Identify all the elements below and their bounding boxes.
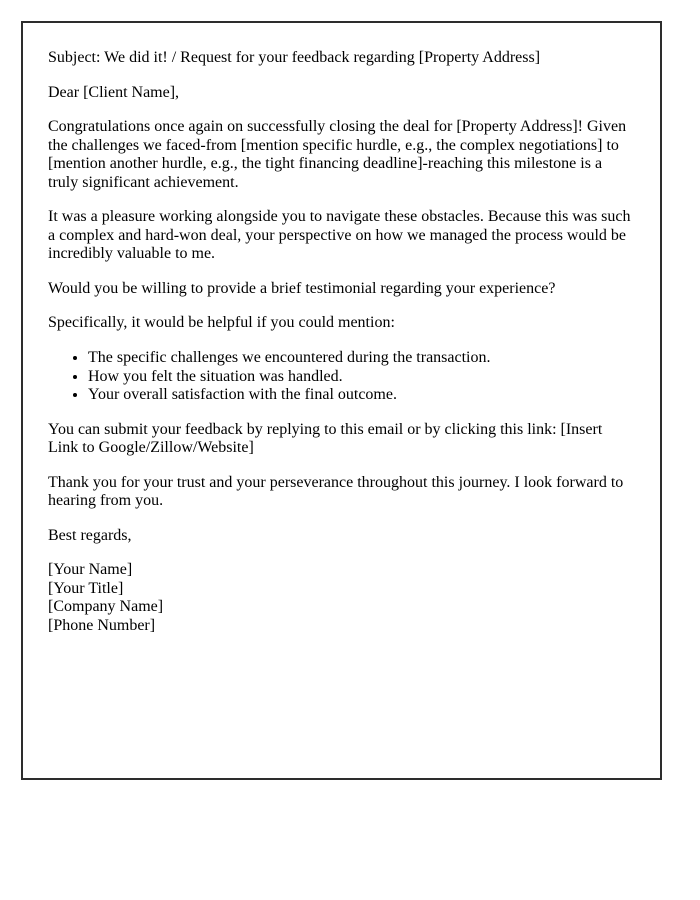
- list-item-handling: • How you felt the situation was handled.: [88, 368, 635, 387]
- list-item-satisfaction: • Your overall satisfaction with the final outcome.: [88, 386, 635, 405]
- greeting: Dear [Client Name],: [48, 83, 180, 101]
- signature-phone: [Phone Number]: [48, 617, 156, 635]
- paragraph-pleasure: It was a pleasure working alongside you to navigate these obstacles. Because this was such a complex and hard-won deal, your perspective on how we managed the process would be incredibly valuable to me.: [48, 208, 631, 263]
- signature-name: [Your Name]: [48, 561, 133, 579]
- paragraph-mention-intro: Specifically, it would be helpful if you could mention:: [48, 314, 395, 332]
- subject-line: Subject: We did it! / Request for your feedback regarding [Property Address]: [48, 49, 541, 66]
- list-item-challenges: • The specific challenges we encountered during the transaction.: [88, 349, 635, 368]
- signature-company: [Company Name]: [48, 598, 164, 616]
- signature-title: [Your Title]: [48, 579, 124, 597]
- mention-list: [48, 349, 635, 405]
- closing: Best regards,: [48, 526, 132, 544]
- paragraph-testimonial-request: Would you be willing to provide a brief testimonial regarding your experience?: [48, 279, 556, 297]
- paragraph-congratulations: Congratulations once again on successfully closing the deal for [Property Address]! Given the challenges we faced-from [mention specific hurdle, e.g., the complex negotiations] to [mention another hurdle, e.g., the tight financing deadline]-reaching this milestone is a truly significant achievement.: [48, 118, 627, 191]
- signature-block: [48, 561, 635, 635]
- letter-container: [21, 21, 662, 780]
- paragraph-thanks: Thank you for your trust and your perseverance throughout this journey. I look forward to hearing from you.: [48, 473, 624, 510]
- paragraph-submit-feedback: You can submit your feedback by replying to this email or by clicking this link: [Insert Link to Google/Zillow/Website]: [48, 420, 603, 457]
